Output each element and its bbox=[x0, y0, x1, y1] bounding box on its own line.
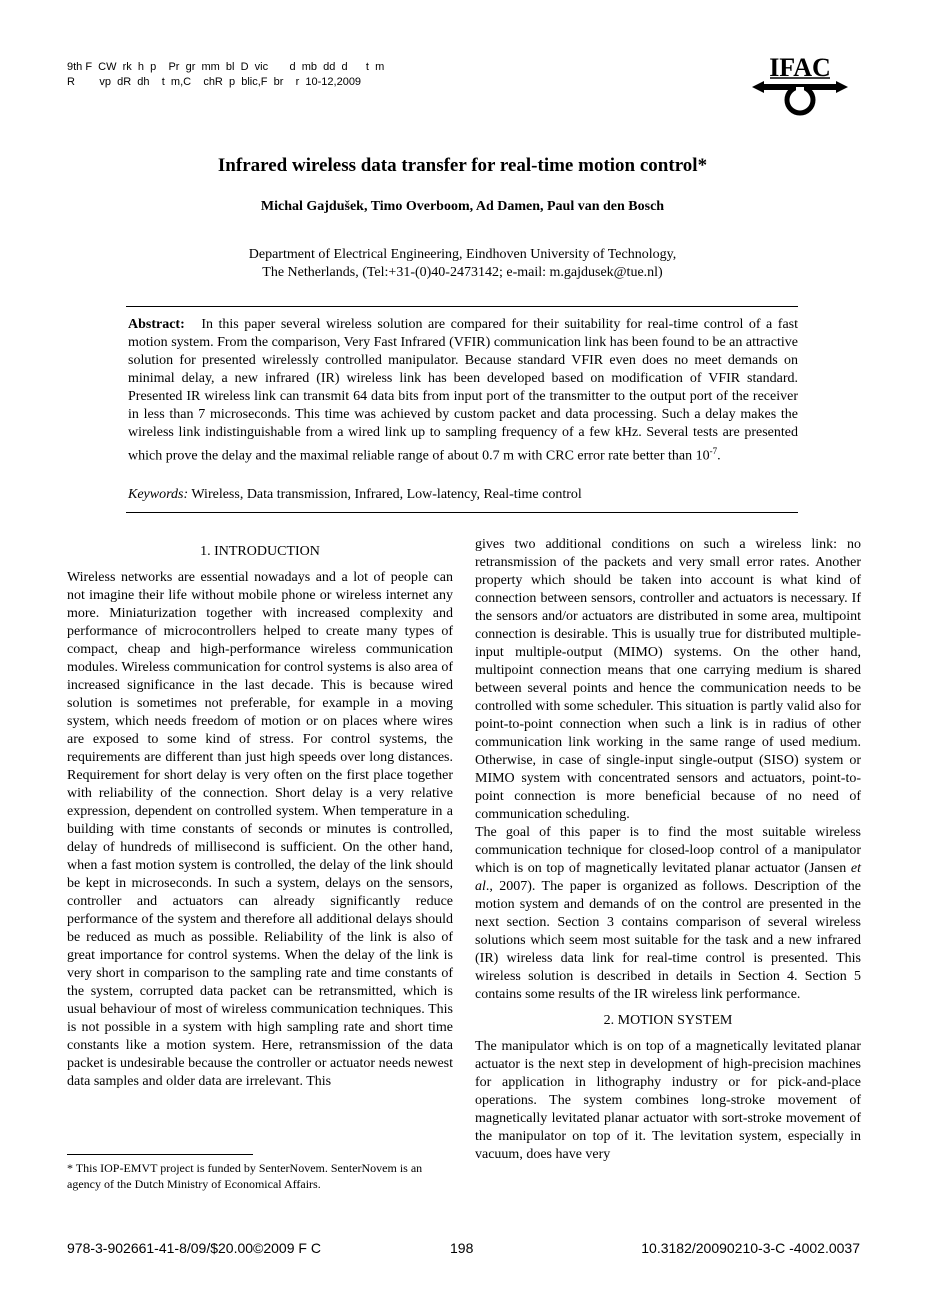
affiliation-line1: Department of Electrical Engineering, Eindhoven University of Technology, bbox=[248, 247, 677, 262]
abstract-text: In this paper several wireless solution are compared for their suitability for real-time control of a fast motion system. From the comparison, Very Fast Infrared (VFIR) communication link has been found to be an attractive solution for presented wirelessly controlled manipulator. Because standard VFIR even does no meet demands on minimal delay, a new infrared (IR) wireless link has been developed based on modification of VFIR standard. Presented IR wireless link can transmit 64 data bits from input port of the transmitter to the output port of the receiver in less than 7 microseconds. This time was achieved by custom packet and data processing. Such a delay makes the wireless link indistinguishable from a wired link up to sampling frequency of a few kHz. Several tests are presented which prove the delay and the maximal reliable range of about 0.7 m with CRC error rate better than 10 bbox=[128, 317, 798, 464]
ifac-logo-text: IFAC bbox=[769, 54, 831, 82]
intro-heading: 1. INTRODUCTION bbox=[200, 544, 320, 559]
footnote: * This IOP-EMVT project is funded by SenterNovem. SenterNovem is an agency of the Dutch Ministry of Economical Affairs. bbox=[67, 1161, 423, 1191]
conference-header-line2: R vp dR dh t m,C chR p blic,F br r 10-12,2009 bbox=[67, 76, 362, 88]
abstract-bottom-rule bbox=[126, 512, 798, 513]
ifac-logo bbox=[748, 54, 852, 118]
abstract-exponent: -7 bbox=[709, 446, 718, 456]
footnote-rule bbox=[67, 1154, 253, 1155]
affiliation-line2: The Netherlands, (Tel:+31-(0)40-2473142; e-mail: m.gajdusek@tue.nl) bbox=[262, 265, 663, 280]
goal-text-b: ., 2007). The paper is organized as follows. Description of the motion system and demands of on the control are presented in the next section. Section 3 contains comparison of several wireless solutions which seem most suitable for the task and a new infrared (IR) wireless data link for real-time control is presented. This wireless solution is described in details in Section 4. Section 5 contains some results of the IR wireless link performance. bbox=[475, 879, 861, 1002]
abstract bbox=[128, 316, 798, 466]
right-paragraph-1: gives two additional conditions on such a wireless link: no retransmission of the packets and very small error rates. Another property which should be taken into account is what kind of connection between sensors, controller and actuators is necessary. If the sensors and/or actuators are distributed in some area, multipoint connection is desirable. This is usually true for distributed multiple-input multiple-output (MIMO) systems. On the other hand, multipoint connection means that one carrying medium is shared between several points and hence the communication needs to be controlled with some scheduler. This situation is partly valid also for point-to-point connection when such a link is in radius of other communication link working in the same range of used medium. Otherwise, in case of single-input single-output (SISO) system or MIMO system with concentrated sensors and actuators, point-to-point connection is more beneficial because of no need of communication scheduling. bbox=[475, 537, 861, 822]
intro-paragraph: Wireless networks are essential nowadays and a lot of people can not imagine their life without mobile phone or wireless internet any more. Miniaturization together with increased complexity and performance of microcontrollers helped to create many types of compact, cheap and high-performance wireless communication modules. Wireless communication for control systems is also area of increased significance in the last decade. This is because wired solution is sometimes not preferable, for example in a moving system, which needs freedom of motion or on places where wires are exposed to some kind of stress. For control systems, the requirements are different than just high speeds over long distances. Requirement for short delay is very often on the first place together with reliability of the connection. Short delay is a very relative expression, dependent on controlled system. When temperature in a building with time constants of seconds or minutes is controlled, delay of hundreds of millisecond is sufficient. On the other hand, when a fast motion system is controlled, the delay of the link should be kept in microseconds. In such a system, delays on the sensors, controller and actuators can already significantly reduce performance of the system and therefore all additional delays should be reduced as much as possible. Reliability of the link is also of great importance for control systems. When the delay of the link is very short in comparison to the sampling rate and time constants of the system, corrupted data packet can be retransmitted, which is usual behaviour of most of wireless communication techniques. This is not possible in a system with high sampling rate and short time constants like a motion system. Here, retransmission of the data packet is undesirable because the controller or actuator needs newest data samples and older data are irrelevant. This bbox=[67, 570, 453, 1089]
footer-isbn: 978-3-902661-41-8/09/$20.00©2009 F C bbox=[67, 1240, 321, 1256]
keywords-text: Wireless, Data transmission, Infrared, Low-latency, Real-time control bbox=[191, 487, 582, 502]
paper-affiliation bbox=[0, 246, 925, 282]
right-paragraph-2 bbox=[475, 824, 861, 1004]
paper-title: Infrared wireless data transfer for real-time motion control* bbox=[217, 155, 708, 176]
right-column bbox=[475, 536, 861, 1164]
left-column bbox=[67, 543, 453, 1091]
goal-text-a: The goal of this paper is to find the most suitable wireless communication technique for closed-loop control of a manipulator which is on top of magnetically levitated planar actuator (Jansen bbox=[475, 825, 861, 876]
conference-header-line1: 9th F CW rk h p Pr gr mm bl D vic d mb dd d t m bbox=[67, 61, 385, 73]
conference-header bbox=[67, 60, 384, 90]
paper-authors: Michal Gajdušek, Timo Overboom, Ad Damen, Paul van den Bosch bbox=[260, 199, 665, 214]
footer-page-number: 198 bbox=[450, 1240, 474, 1256]
abstract-end: . bbox=[717, 448, 721, 464]
keywords bbox=[128, 487, 798, 503]
motion-system-paragraph: The manipulator which is on top of a magnetically levitated planar actuator is the next step in development of high-precision machines for application in lithography industry or for pick-and-place operations. The system combines long-stroke movement of magnetically levitated planar actuator with sort-stroke movement of the manipulator on top of it. The levitation system, especially in vacuum, does have very bbox=[475, 1039, 861, 1162]
abstract-top-rule bbox=[126, 306, 798, 307]
motion-system-heading: 2. MOTION SYSTEM bbox=[603, 1013, 733, 1028]
goal-etal: et al bbox=[475, 861, 861, 894]
keywords-label: Keywords: bbox=[128, 487, 189, 502]
abstract-label: Abstract: bbox=[128, 317, 185, 332]
footer-doi: 10.3182/20090210-3-C -4002.0037 bbox=[641, 1240, 860, 1256]
